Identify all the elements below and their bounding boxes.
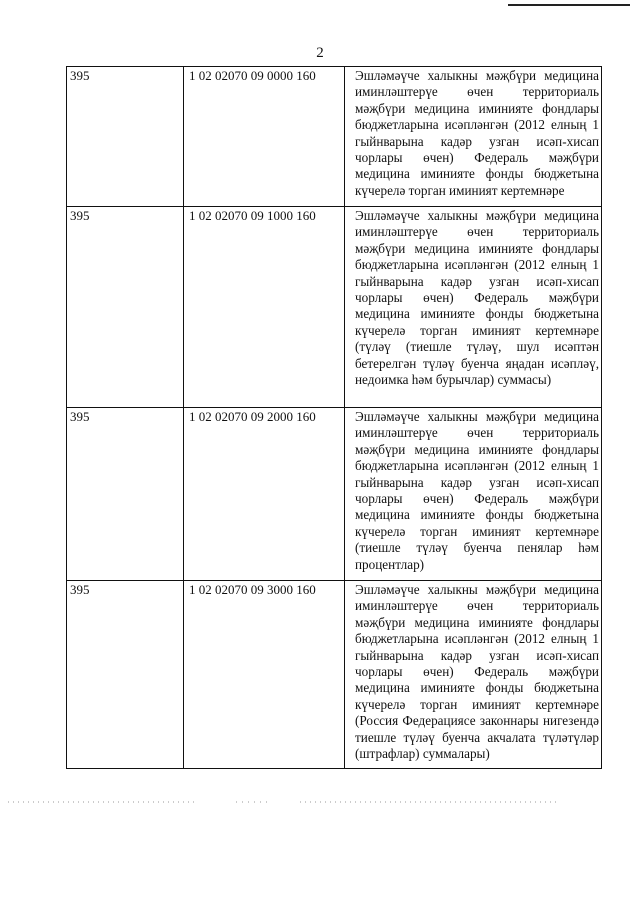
revenue-name-cell: Эшләмәүче халыкны мәҗбүри медицина иминләштерүе өчен территориаль мәҗбүри медицина иминияте фондлары бюджетларына исәпләнгән (2012 елның 1 гыйнварына кадәр узган исәп-хисап чорлары өчен) Федераль мәҗбүри медицина иминияте фонды бюджетына күчерелә торган иминият кертемнәре — [345, 67, 602, 207]
admin-code-cell: 395 — [67, 207, 184, 408]
admin-code-cell: 395 — [67, 67, 184, 207]
admin-code-cell: 395 — [67, 581, 184, 769]
kbk-code-cell: 1 02 02070 09 2000 160 — [184, 408, 345, 581]
kbk-code-cell: 1 02 02070 09 1000 160 — [184, 207, 345, 408]
kbk-code-cell: 1 02 02070 09 0000 160 — [184, 67, 345, 207]
table-row — [67, 408, 602, 581]
revenue-name-cell: Эшләмәүче халыкны мәҗбүри медицина иминләштерүе өчен территориаль мәҗбүри медицина иминияте фондлары бюджетларына исәпләнгән (2012 елның 1 гыйнварына кадәр узган исәп-хисап чорлары өчен) Федераль мәҗбүри медицина иминияте фонды бюджетына күчерелә торган иминият кертемнәре (түләү (тиешле түләү, шул исәптән бетерелгән түләү буенча яңадан исәпләү, недоимка һәм бурычлар) суммасы) — [345, 207, 602, 408]
table-row — [67, 581, 602, 769]
budget-codes-table — [66, 66, 602, 769]
kbk-code-cell: 1 02 02070 09 3000 160 — [184, 581, 345, 769]
admin-code-cell: 395 — [67, 408, 184, 581]
scan-speckle-line — [0, 800, 640, 804]
revenue-name-cell: Эшләмәүче халыкны мәҗбүри медицина иминләштерүе өчен территориаль мәҗбүри медицина иминияте фондлары бюджетларына исәпләнгән (2012 елның 1 гыйнварына кадәр узган исәп-хисап чорлары өчен) Федераль мәҗбүри медицина иминияте фонды бюджетына күчерелә торган иминият кертемнәре (тиешле түләү буенча пенялар һәм процентлар) — [345, 408, 602, 581]
revenue-name-cell: Эшләмәүче халыкны мәҗбүри медицина иминләштерүе өчен территориаль мәҗбүри медицина иминияте фондлары бюджетларына исәпләнгән (2012 елның 1 гыйнварына кадәр узган исәп-хисап чорлары өчен) Федераль мәҗбүри медицина иминияте фонды бюджетына күчерелә торган иминият кертемнәре (Россия Федерациясе законнары нигезендә тиешле түләү буенча акчалата түләтүләр (штрафлар) суммалары) — [345, 581, 602, 769]
table-row — [67, 67, 602, 207]
table-row — [67, 207, 602, 408]
page-number: 2 — [316, 45, 324, 61]
top-edge-rule — [508, 4, 630, 6]
